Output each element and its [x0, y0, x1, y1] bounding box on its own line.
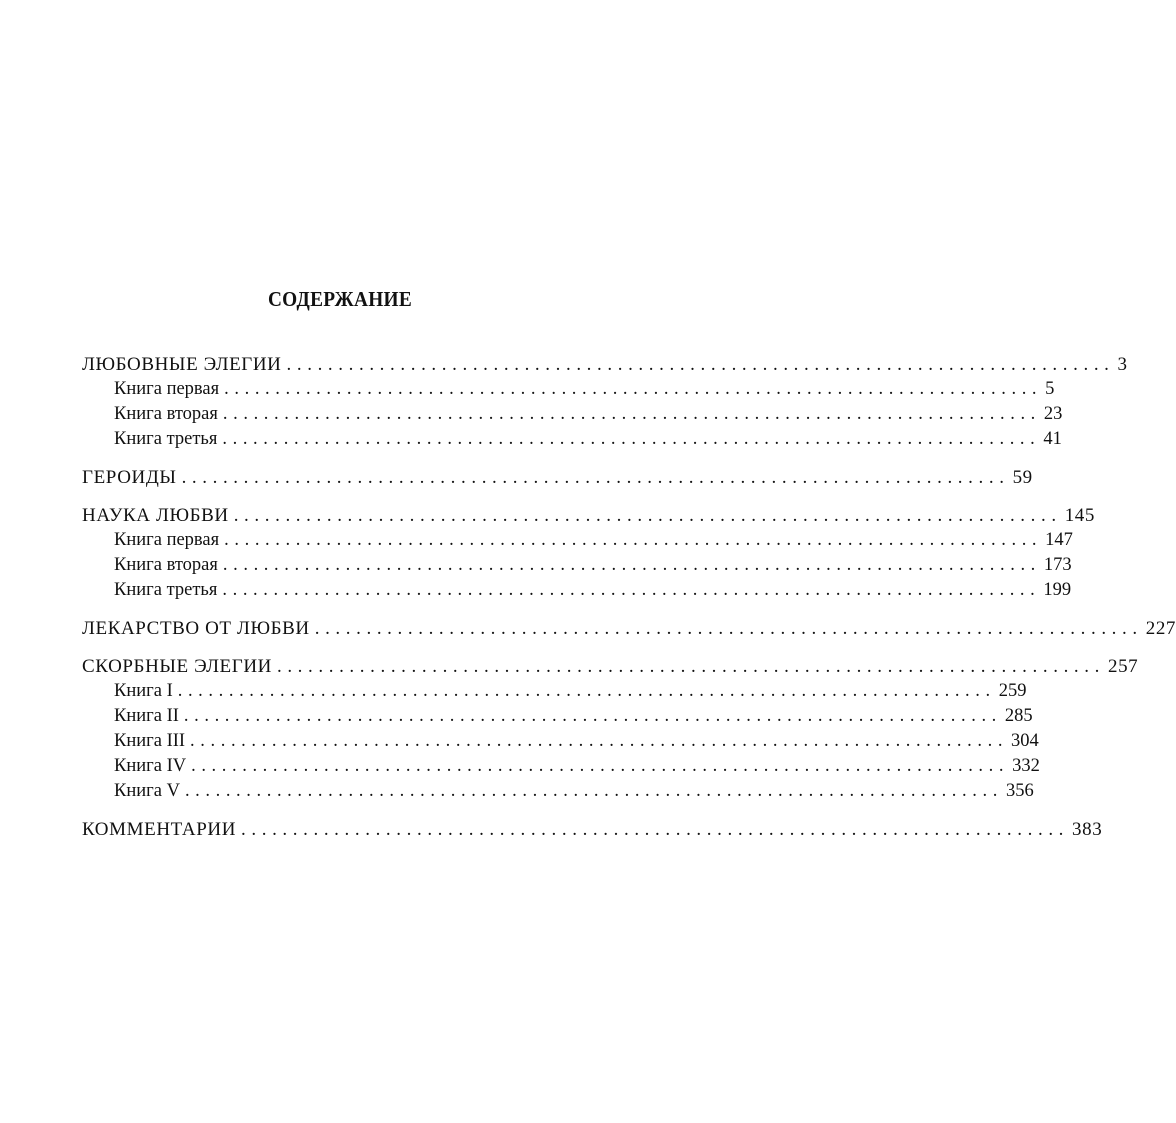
toc-entry-page: 145: [1064, 505, 1096, 526]
dot-leader: ................................................................................: [241, 819, 1070, 840]
toc-subentry-title: Книга III: [114, 731, 186, 751]
toc-subentry-title: Книга третья: [114, 429, 218, 449]
toc-subentry-page: 199: [1043, 580, 1072, 600]
toc-subentry-title: Книга вторая: [114, 555, 218, 575]
toc-section: [82, 654, 1139, 804]
toc-subentry-page: 259: [998, 681, 1027, 701]
dot-leader: ................................................................................: [222, 555, 1041, 575]
dot-leader: ................................................................................: [224, 530, 1043, 550]
toc-subentry[interactable]: [82, 578, 1072, 603]
toc-subentry-page: 332: [1012, 756, 1040, 776]
toc-subentry-title: Книга I: [114, 681, 173, 701]
toc-subentry-title: Книга II: [114, 706, 179, 726]
dot-leader: ................................................................................: [222, 429, 1041, 449]
dot-leader: ................................................................................: [184, 781, 1003, 801]
toc-subentry-page: 147: [1045, 530, 1073, 550]
dot-leader: ................................................................................: [222, 404, 1041, 424]
toc-entry[interactable]: [82, 465, 1033, 490]
toc-subentry[interactable]: [82, 377, 1055, 402]
toc-subentry-page: 356: [1005, 781, 1034, 801]
toc-entry-title: НАУКА ЛЮБВИ: [82, 505, 229, 526]
toc-subentry-page: 285: [1004, 706, 1033, 726]
page-title: СОДЕРЖАНИЕ: [267, 287, 413, 311]
toc-entry[interactable]: [82, 654, 1139, 679]
toc-entry[interactable]: [82, 503, 1096, 528]
toc-entry[interactable]: [82, 817, 1103, 842]
toc-entry-title: КОММЕНТАРИИ: [82, 819, 237, 840]
dot-leader: ................................................................................: [177, 681, 996, 701]
toc-entry[interactable]: [82, 352, 1128, 377]
toc-section: [82, 465, 1033, 490]
toc-subentry[interactable]: [82, 553, 1072, 578]
dot-leader: ................................................................................: [183, 706, 1002, 726]
dot-leader: ................................................................................: [222, 580, 1041, 600]
toc-subentry-page: 173: [1043, 555, 1072, 575]
dot-leader: ................................................................................: [181, 467, 1010, 488]
toc-section: [82, 503, 1096, 603]
toc-subentry[interactable]: [82, 754, 1040, 779]
toc-subentry[interactable]: [82, 427, 1062, 452]
table-of-contents: [82, 352, 1176, 855]
toc-subentry[interactable]: [82, 528, 1073, 553]
toc-entry-page: 383: [1072, 819, 1103, 840]
toc-subentry[interactable]: [82, 679, 1027, 704]
toc-subentry-title: Книга вторая: [114, 404, 218, 424]
toc-subentry-title: Книга V: [114, 781, 180, 801]
toc-subentry-page: 41: [1043, 429, 1062, 449]
toc-entry-title: ЛЕКАРСТВО ОТ ЛЮБВИ: [82, 618, 310, 639]
toc-subentry[interactable]: [82, 402, 1063, 427]
toc-subentry-title: Книга IV: [114, 756, 187, 776]
toc-subentry-title: Книга первая: [114, 379, 220, 399]
toc-entry-page: 257: [1107, 656, 1139, 677]
toc-subentry-page: 304: [1011, 731, 1039, 751]
toc-entry-page: 59: [1012, 467, 1033, 488]
toc-subentry[interactable]: [82, 779, 1034, 804]
toc-entry-title: СКОРБНЫЕ ЭЛЕГИИ: [82, 656, 272, 677]
dot-leader: ................................................................................: [190, 731, 1009, 751]
toc-entry-title: ГЕРОИДЫ: [82, 467, 177, 488]
toc-subentry[interactable]: [82, 704, 1033, 729]
toc-subentry-page: 5: [1045, 379, 1055, 399]
dot-leader: ................................................................................: [233, 505, 1062, 526]
dot-leader: ................................................................................: [314, 618, 1143, 639]
toc-section: [82, 616, 1176, 641]
toc-entry-title: ЛЮБОВНЫЕ ЭЛЕГИИ: [82, 354, 282, 375]
toc-section: [82, 352, 1128, 452]
toc-entry[interactable]: [82, 616, 1176, 641]
toc-subentry-title: Книга третья: [114, 580, 218, 600]
toc-entry-page: 227: [1145, 618, 1176, 639]
toc-subentry-page: 23: [1043, 404, 1063, 424]
dot-leader: ................................................................................: [224, 379, 1043, 399]
toc-section: [82, 817, 1103, 842]
dot-leader: ................................................................................: [191, 756, 1010, 776]
dot-leader: ................................................................................: [276, 656, 1105, 677]
toc-subentry[interactable]: [82, 729, 1039, 754]
dot-leader: ................................................................................: [286, 354, 1115, 375]
toc-entry-page: 3: [1117, 354, 1128, 375]
toc-subentry-title: Книга первая: [114, 530, 220, 550]
